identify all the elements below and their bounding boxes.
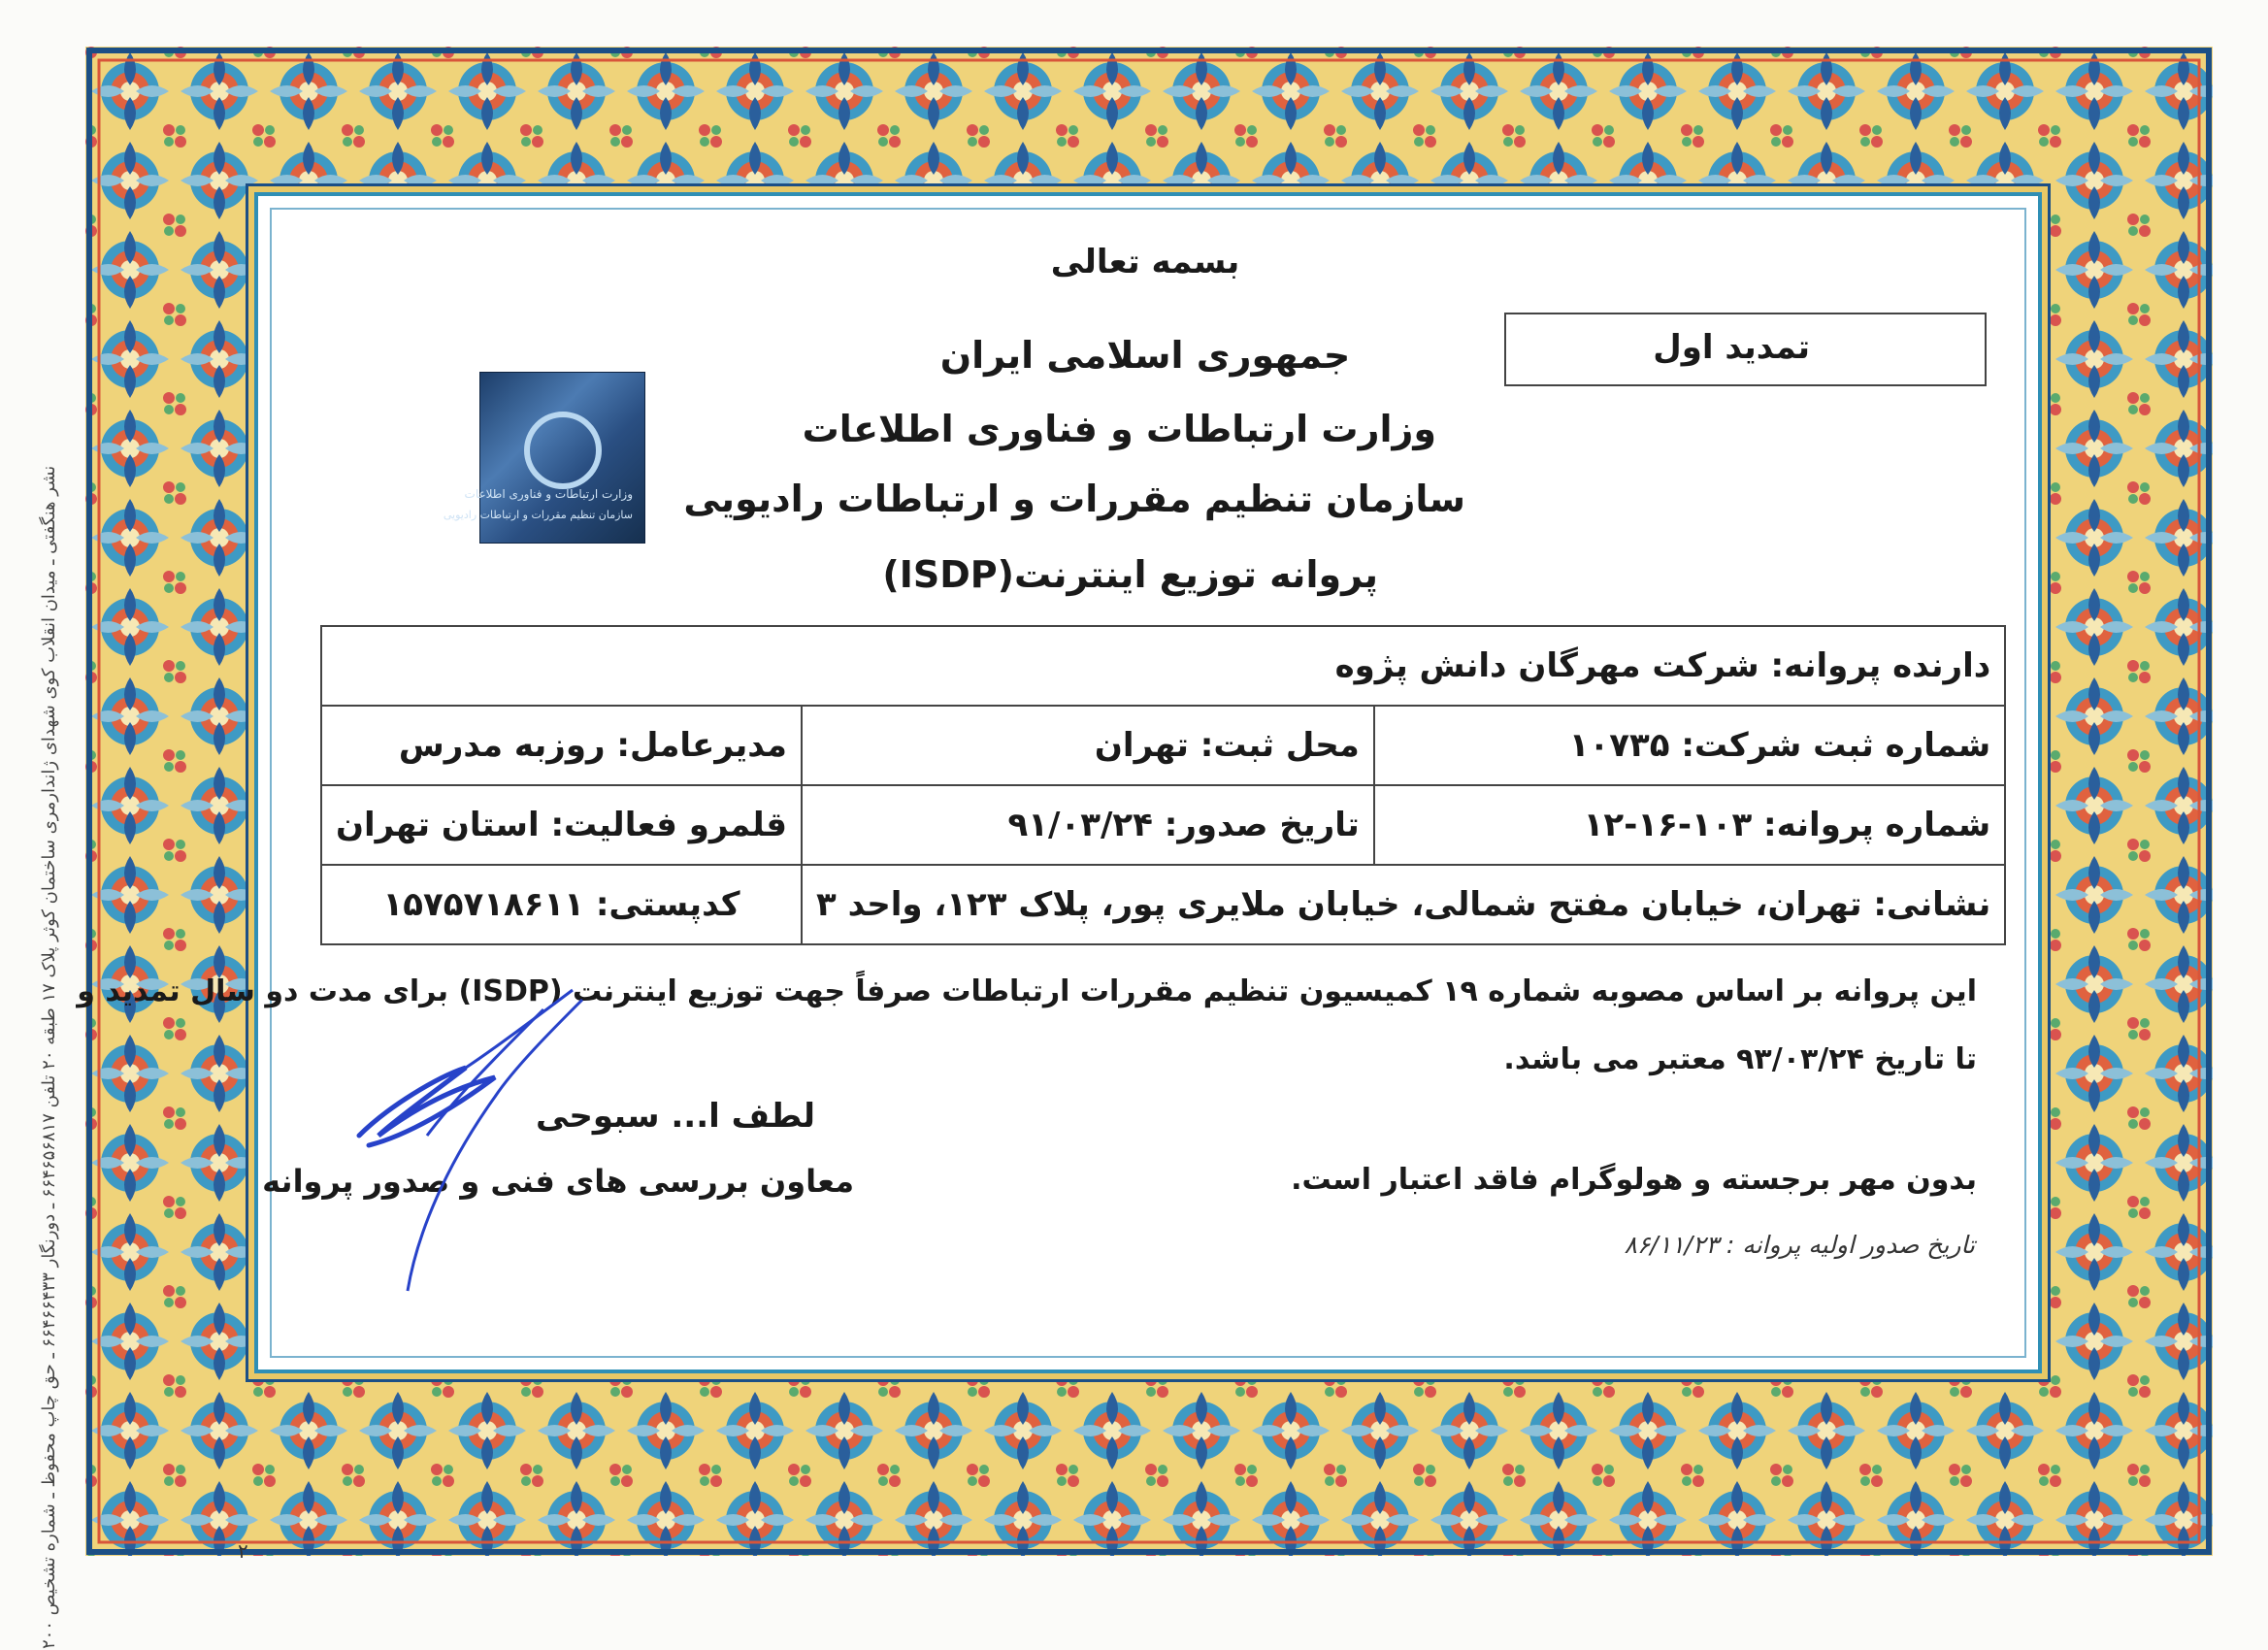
table-row <box>321 785 2005 865</box>
activity-territory: قلمرو فعالیت: استان تهران <box>321 785 802 865</box>
license-title: پروانه توزیع اینترنت(ISDP) <box>882 553 1378 596</box>
hologram-seal <box>443 372 645 544</box>
initial-issue-date: تاریخ صدور اولیه پروانه : ۸۶/۱۱/۲۳ <box>1624 1231 1975 1259</box>
issue-date: تاریخ صدور: ۹۱/۰۳/۲۴ <box>802 785 1374 865</box>
license-info-table <box>320 625 2006 945</box>
organization-name: سازمان تنظیم مقررات و ارتباطات رادیویی <box>683 478 1465 520</box>
address: نشانی: تهران، خیابان مفتح شمالی، خیابان ملایری پور، پلاک ۱۲۳، واحد ۳ <box>802 865 2005 944</box>
basmala: بسمه تعالی <box>1050 243 1240 281</box>
table-row <box>321 626 2005 706</box>
registration-number: شماره ثبت شرکت: ۱۰۷۳۵ <box>1374 706 2005 785</box>
table-row <box>321 706 2005 785</box>
renewal-box <box>1504 313 1987 386</box>
signatory-title: معاون بررسی های فنی و صدور پروانه <box>262 1163 854 1200</box>
registration-place: محل ثبت: تهران <box>802 706 1374 785</box>
hologram-logo-icon <box>524 412 602 489</box>
validity-text-line-2: تا تاریخ ۹۳/۰۳/۲۴ معتبر می باشد. <box>1503 1042 1977 1076</box>
ceo-name: مدیرعامل: روزبه مدرس <box>321 706 802 785</box>
validity-note: بدون مهر برجسته و هولوگرام فاقد اعتبار است. <box>1291 1163 1977 1197</box>
validity-text-line-1: این پروانه بر اساس مصوبه شماره ۱۹ کمیسیون تنظیم مقررات ارتباطات صرفاً جهت توزیع اینترنت (ISDP) برای مدت دو سال تمدید و <box>77 974 1977 1008</box>
country-name: جمهوری اسلامی ایران <box>939 334 1351 377</box>
table-row <box>321 865 2005 944</box>
printer-imprint: نشر هنگفتی ـ میدان انقلاب کوی شهدای ژاندارمری ساختمان کوثر پلاک ۱۷ طبقه ۲۰ تلفن ۶۶۴۶۵۶۸۱۷ ـ دورنگار ۶۶۴۶۶۴۳۳ ـ حق چاپ محفوظ ـ شماره تشخیص ۲۰۰ <box>39 466 59 1650</box>
ministry-name: وزارت ارتباطات و فناوری اطلاعات <box>802 408 1436 450</box>
hologram-text-2: سازمان تنظیم مقررات و ارتباطات رادیویی <box>443 509 633 521</box>
hologram-text-1: وزارت ارتباطات و فناوری اطلاعات <box>464 487 633 501</box>
license-number: شماره پروانه: ۱۰۳-۱۶-۱۲ <box>1374 785 2005 865</box>
renewal-label: تمدید اول <box>1653 328 1810 367</box>
page-number: ۲ <box>238 1539 248 1563</box>
handwritten-signature <box>349 990 602 1301</box>
postal-code: کدپستی: ۱۵۷۵۷۱۸۶۱۱ <box>321 865 802 944</box>
signatory-name: لطف ا... سبوحی <box>536 1097 815 1136</box>
license-holder: دارنده پروانه: شرکت مهرگان دانش پژوه <box>321 626 2005 706</box>
